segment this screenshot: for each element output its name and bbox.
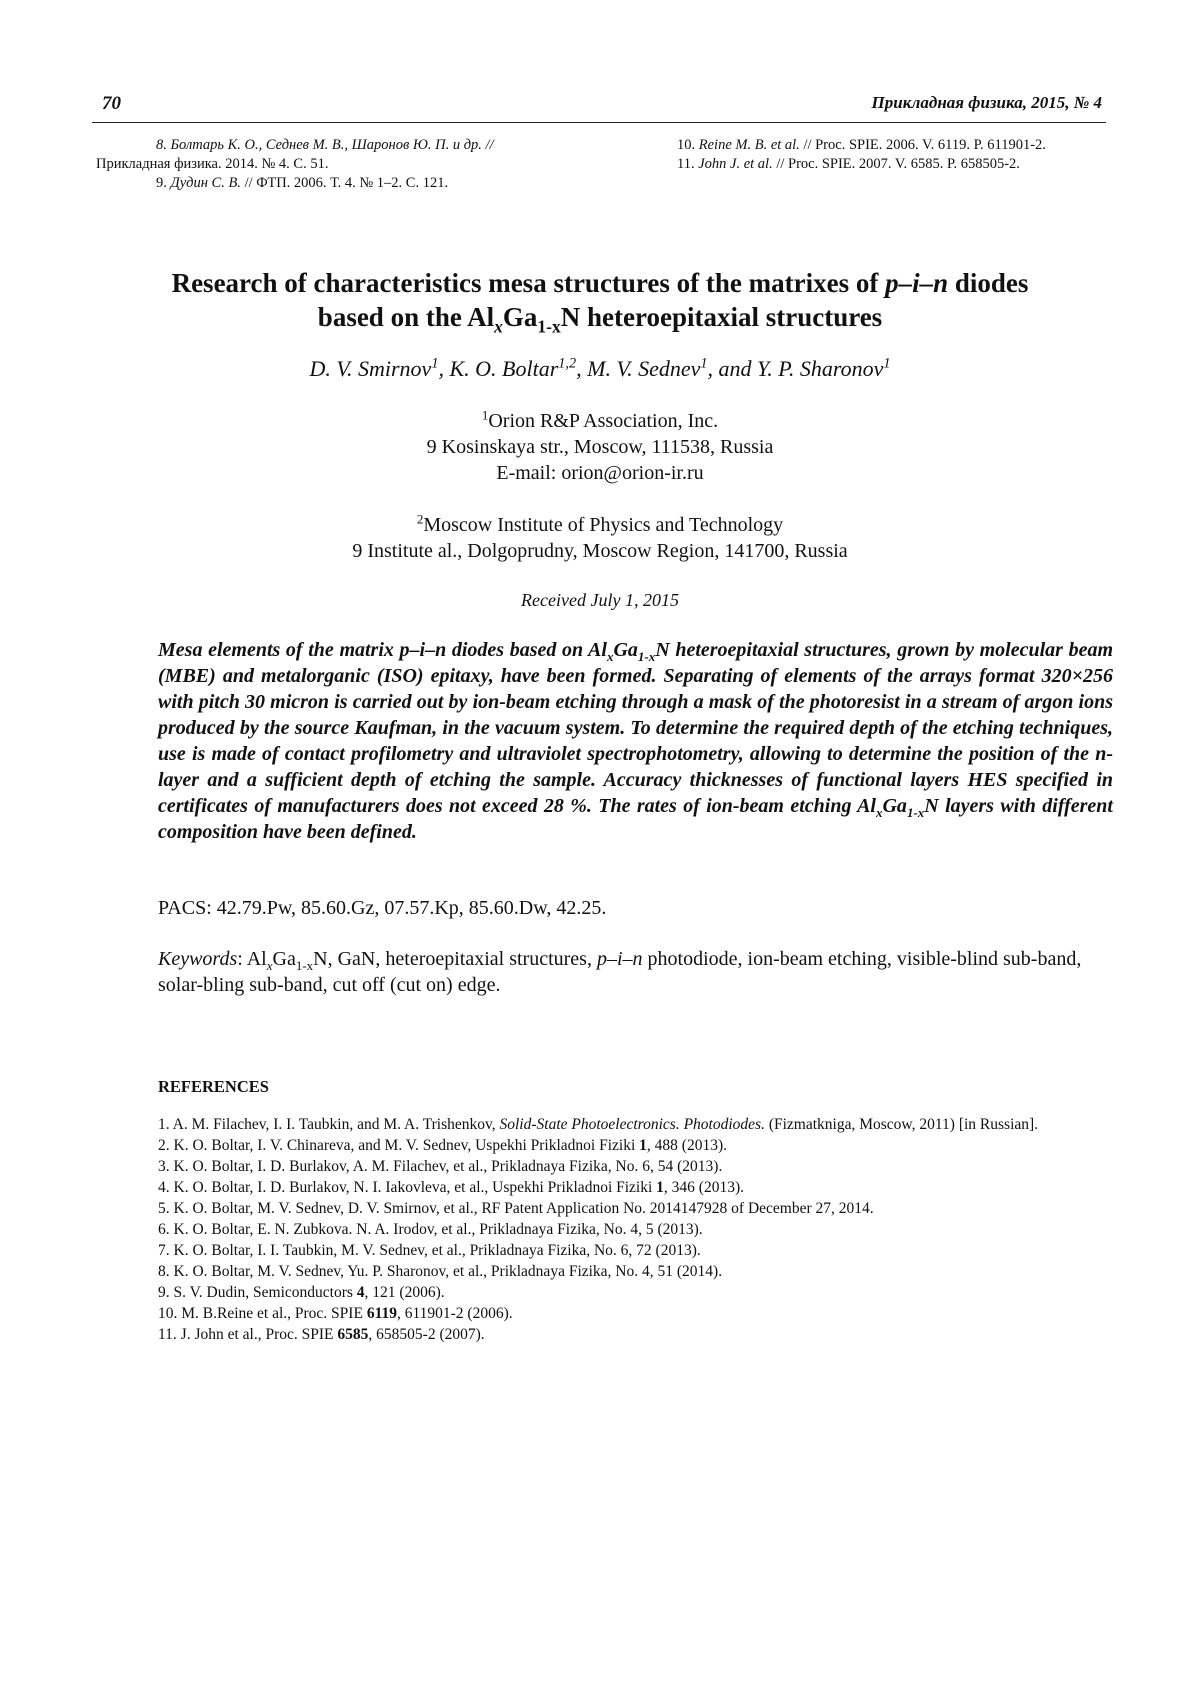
page-number: 70 — [102, 93, 121, 114]
reference-item: 4. K. O. Boltar, I. D. Burlakov, N. I. Iakovleva, et al., Uspekhi Prikladnoi Fiziki 1, 346 (2013). — [158, 1179, 744, 1196]
affiliation-1: $^1$Orion R&P Association, Inc. 9 Kosinskaya str., Moscow, 111538, Russia E-mail: orion@orion-ir.ru — [100, 408, 1100, 486]
header-rule — [92, 122, 1106, 123]
reference-item: 11. J. John et al., Proc. SPIE 6585, 658505-2 (2007). — [158, 1326, 485, 1343]
abstract: Mesa elements of the matrix p–i–n diodes based on $Al_xGa_{1-x}N$ heteroepitaxial structures, grown by molecular beam (MBE) and metalorganic (ISO) epitaxy, have been formed. Separating of elements of the arrays format 320×256 with pitch 30 micron is carried out by ion-beam etching through a mask of the photoresist in a stream of argon ions produced by the source Kaufman, in the vacuum system. To determine the required depth of the etching techniques, use is made of contact profilometry and ultraviolet spectrophotometry, allowing to determine the position of the n-layer and a sufficient depth of etching the sample. Accuracy thicknesses of functional layers HES specified in certificates of manufacturers does not exceed 28 %. The rates of ion-beam etching $Al_xGa_{1-x}N$ layers with different composition have been defined. — [158, 639, 1114, 843]
article-title: Research of characteristics mesa structures of the matrixes of p–i–n diodes based on the $Al_xGa_{1-x}N$ heteroepitaxial structures — [171, 268, 1029, 337]
reference-item: 1. A. M. Filachev, I. I. Taubkin, and M. A. Trishenkov, Solid-State Photoelectronics. Photodiodes. (Fizmatkniga, Moscow, 2011) [in Russian]. — [158, 1116, 1039, 1133]
affiliation-2: $^2$Moscow Institute of Physics and Technology 9 Institute al., Dolgoprudny, Moscow Region, 141700, Russia — [352, 511, 848, 562]
prev-ref-8: 8. Болтарь К. О., Седнев М. В., Шаронов Ю. П. и др. // — [156, 137, 494, 153]
previous-references-left — [96, 136, 616, 193]
prev-ref-9: 9. Дудин С. В. // ФТП. 2006. Т. 4. № 1–2. С. 121. — [156, 175, 449, 191]
journal-title: Прикладная физика, 2015, № 4 — [871, 93, 1102, 112]
authors: D. V. Smirnov$^1$, K. O. Boltar$^{1,2}$, M. V. Sednev$^1$, and Y. P. Sharonov$^1$ — [309, 355, 891, 381]
pacs-codes: PACS: 42.79.Pw, 85.60.Gz, 07.57.Kp, 85.60.Dw, 42.25. — [158, 897, 607, 919]
reference-item: 8. K. O. Boltar, M. V. Sednev, Yu. P. Sharonov, et al., Prikladnaya Fizika, No. 4, 51 (2014). — [158, 1263, 723, 1280]
received-date: Received July 1, 2015 — [521, 590, 679, 610]
references-heading: REFERENCES — [158, 1077, 269, 1096]
reference-item: 3. K. O. Boltar, I. D. Burlakov, A. M. Filachev, et al., Prikladnaya Fizika, No. 6, 54 (2013). — [158, 1158, 723, 1175]
reference-item: 7. K. O. Boltar, I. I. Taubkin, M. V. Sednev, et al., Prikladnaya Fizika, No. 6, 72 (2013). — [158, 1242, 701, 1259]
email-link[interactable]: E-mail: orion@orion-ir.ru — [496, 462, 704, 484]
reference-item: 9. S. V. Dudin, Semiconductors 4, 121 (2006). — [158, 1284, 445, 1301]
reference-item: 10. M. B.Reine et al., Proc. SPIE 6119, 611901-2 (2006). — [158, 1305, 513, 1322]
reference-item: 5. K. O. Boltar, M. V. Sednev, D. V. Smirnov, et al., RF Patent Application No. 2014147928 of December 27, 2014. — [158, 1200, 874, 1217]
reference-item: 2. K. O. Boltar, I. V. Chinareva, and M. V. Sednev, Uspekhi Prikladnoi Fiziki 1, 488 (2013). — [158, 1137, 727, 1154]
reference-item: 6. K. O. Boltar, E. N. Zubkova. N. A. Irodov, et al., Prikladnaya Fizika, No. 4, 5 (2013). — [158, 1221, 703, 1238]
keywords: Keywords: $Al_xGa_{1-x}N$, GaN, heteroepitaxial structures, p–i–n photodiode, ion-beam etching, visible-blind sub-band, solar-bling sub-band, cut off (cut on) edge. — [158, 948, 1082, 996]
references-list — [158, 1114, 1108, 1345]
prev-ref-10: 10. Reine M. B. et al. // Proc. SPIE. 2006. V. 6119. P. 611901-2. — [677, 137, 1046, 153]
prev-ref-11: 11. John J. et al. // Proc. SPIE. 2007. V. 6585. P. 658505-2. — [677, 156, 1020, 172]
prev-ref-8-cont: Прикладная физика. 2014. № 4. С. 51. — [96, 156, 329, 172]
previous-references-right — [677, 136, 1117, 174]
